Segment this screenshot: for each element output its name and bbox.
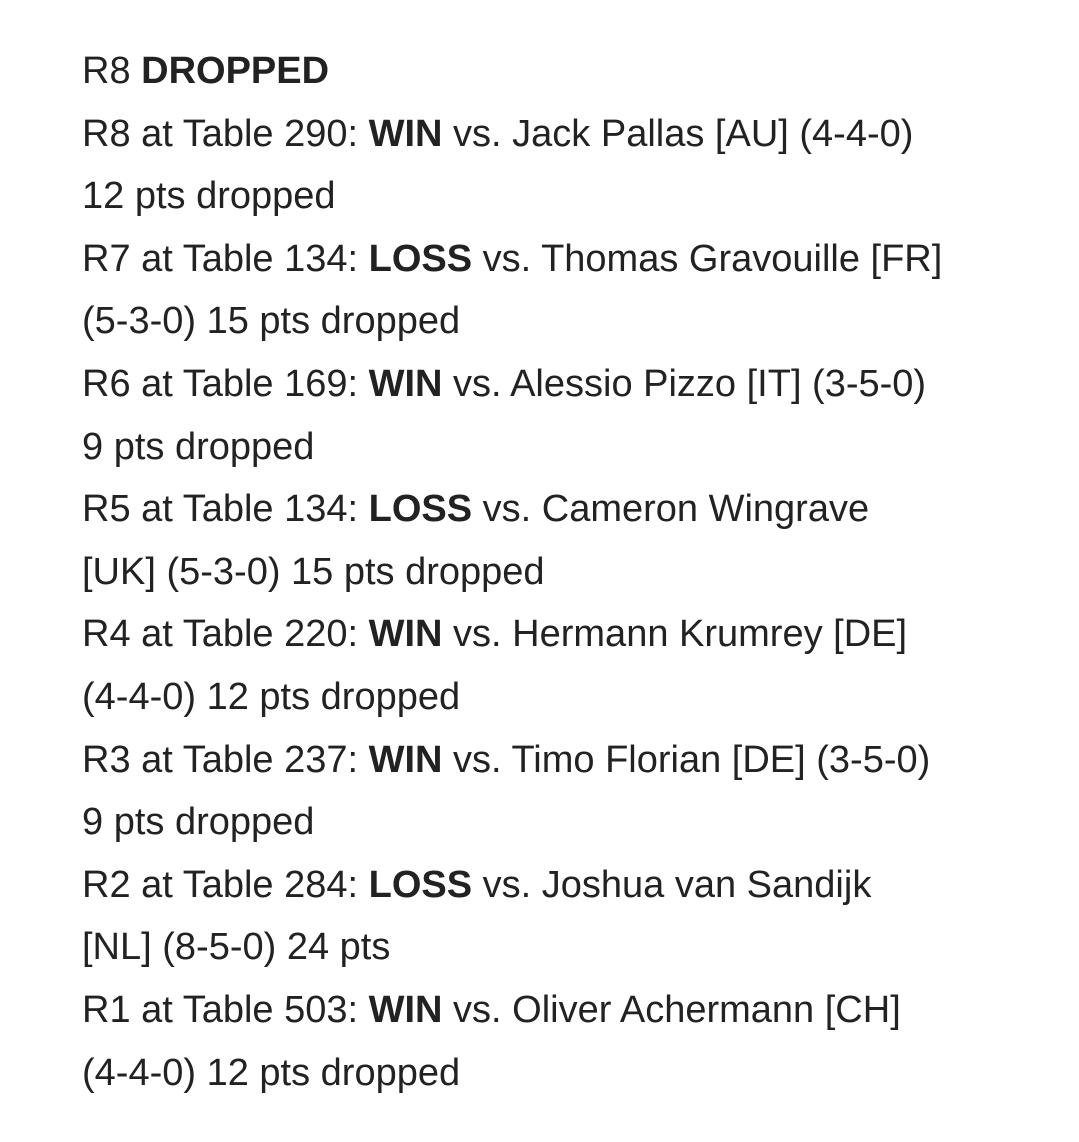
round-opponent: vs. Hermann Krumrey [DE] — [442, 613, 908, 656]
round-detail-r1: (4-4-0) 12 pts dropped — [82, 1051, 461, 1094]
round-line-r6 — [82, 353, 1022, 416]
round-result: WIN — [368, 112, 443, 155]
round-detail-r4: (4-4-0) 12 pts dropped — [82, 675, 461, 718]
round-result: LOSS — [368, 237, 473, 280]
dropped-header — [82, 40, 1022, 103]
round-opponent: vs. Alessio Pizzo [IT] (3-5-0) — [442, 362, 927, 405]
round-detail-r8: 12 pts dropped — [82, 175, 336, 218]
round-line-r1 — [82, 979, 1022, 1042]
round-result: WIN — [368, 613, 443, 656]
dropped-round: R8 — [82, 50, 131, 92]
round-detail-r5: [UK] (5-3-0) 15 pts dropped — [82, 550, 545, 593]
round-line-r2 — [82, 854, 1022, 917]
round-detail-r7: (5-3-0) 15 pts dropped — [82, 300, 461, 343]
round-detail-r6: 9 pts dropped — [82, 425, 315, 468]
dropped-status: DROPPED — [141, 50, 330, 92]
round-prefix: R5 at Table 134: — [82, 488, 369, 531]
round-result: LOSS — [368, 488, 473, 531]
round-line-r3 — [82, 729, 1022, 792]
round-line-r5 — [82, 478, 1022, 541]
round-opponent: vs. Joshua van Sandijk — [472, 863, 872, 906]
round-result: WIN — [368, 988, 443, 1031]
round-result: WIN — [368, 362, 443, 405]
round-line-r8 — [82, 103, 1022, 166]
round-prefix: R6 at Table 169: — [82, 362, 369, 405]
round-result: WIN — [368, 738, 443, 781]
round-opponent: vs. Thomas Gravouille [FR] — [472, 237, 943, 280]
round-detail-r3: 9 pts dropped — [82, 801, 315, 844]
round-result: LOSS — [368, 863, 473, 906]
round-results-list — [82, 40, 1022, 1104]
round-opponent: vs. Timo Florian [DE] (3-5-0) — [442, 738, 931, 781]
round-opponent: vs. Cameron Wingrave — [472, 488, 870, 531]
round-opponent: vs. Jack Pallas [AU] (4-4-0) — [442, 112, 914, 155]
round-opponent: vs. Oliver Achermann [CH] — [442, 988, 901, 1031]
round-line-r4 — [82, 603, 1022, 666]
round-prefix: R4 at Table 220: — [82, 613, 369, 656]
round-prefix: R3 at Table 237: — [82, 738, 369, 781]
round-line-r7 — [82, 228, 1022, 291]
round-prefix: R1 at Table 503: — [82, 988, 369, 1031]
round-prefix: R2 at Table 284: — [82, 863, 369, 906]
round-detail-r2: [NL] (8-5-0) 24 pts — [82, 926, 391, 969]
round-prefix: R8 at Table 290: — [82, 112, 369, 155]
round-prefix: R7 at Table 134: — [82, 237, 369, 280]
